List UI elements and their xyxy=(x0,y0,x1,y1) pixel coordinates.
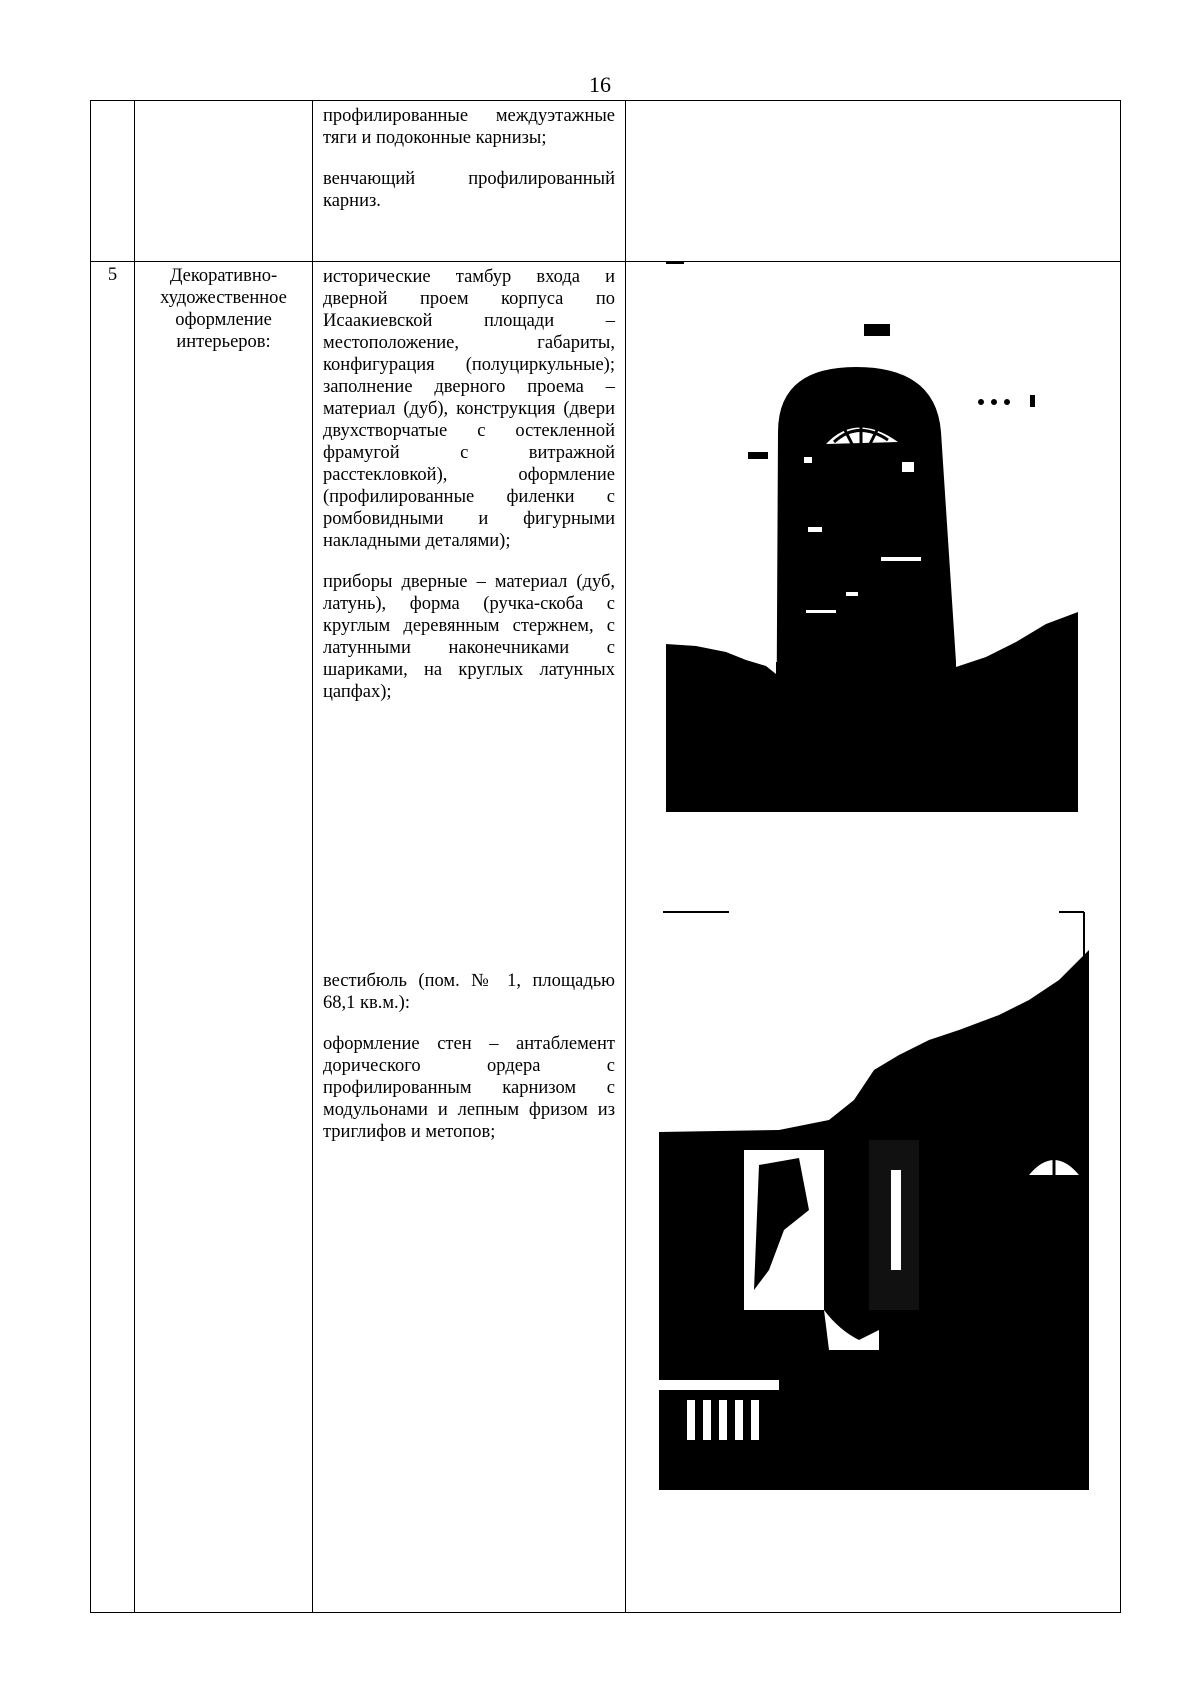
description-paragraph: оформление стен – антаблемент дорического ордера с профилированным карнизом с модульонами и лепным фризом из триглифов и метопов; xyxy=(323,1034,615,1142)
description-paragraph: исторические тамбур входа и дверной проем корпуса по Исаакиевской площади – местоположение, габариты, конфигурация (полуциркульные); заполнение дверного проема – материал (дуб), конструкция (двери двухстворчатые с остекленной фрамугой с витражной расстекловкой), оформление (профилированные филенки с ромбовидными и фигурными накладными деталями); xyxy=(323,267,615,551)
row-description-cell xyxy=(313,101,626,262)
row-title-cell xyxy=(135,262,313,1613)
arched-entrance-doorway-photo xyxy=(666,262,1082,812)
row-description-cell xyxy=(313,262,626,1613)
table-row xyxy=(91,101,1121,262)
description-paragraph: вестибюль (пом. № 1, площадью 68,1 кв.м.): xyxy=(323,971,615,1013)
row-photo-cell xyxy=(626,101,1121,262)
row-photo-cell xyxy=(626,262,1121,1613)
description-paragraph: венчающий профилированный карниз. xyxy=(323,169,615,211)
row-number: 5 xyxy=(107,265,118,285)
table-row xyxy=(91,262,1121,1613)
description-paragraph: приборы дверные – материал (дуб, латунь), форма (ручка-скоба с круглым деревянным стержнем, с латунными наконечниками с шариками, на круглых латунных цапфах); xyxy=(323,572,615,702)
monument-features-table xyxy=(90,100,1121,1613)
row-title: Декоративно-художественное оформление интерьеров: xyxy=(160,266,287,352)
vestibule-interior-photo xyxy=(659,910,1089,1490)
row-title-cell xyxy=(135,101,313,262)
description-paragraph: профилированные междуэтажные тяги и подоконные карнизы; xyxy=(323,106,615,148)
row-number-cell xyxy=(91,101,135,262)
row-number-cell xyxy=(91,262,135,1613)
page-number: 16 xyxy=(589,72,611,97)
